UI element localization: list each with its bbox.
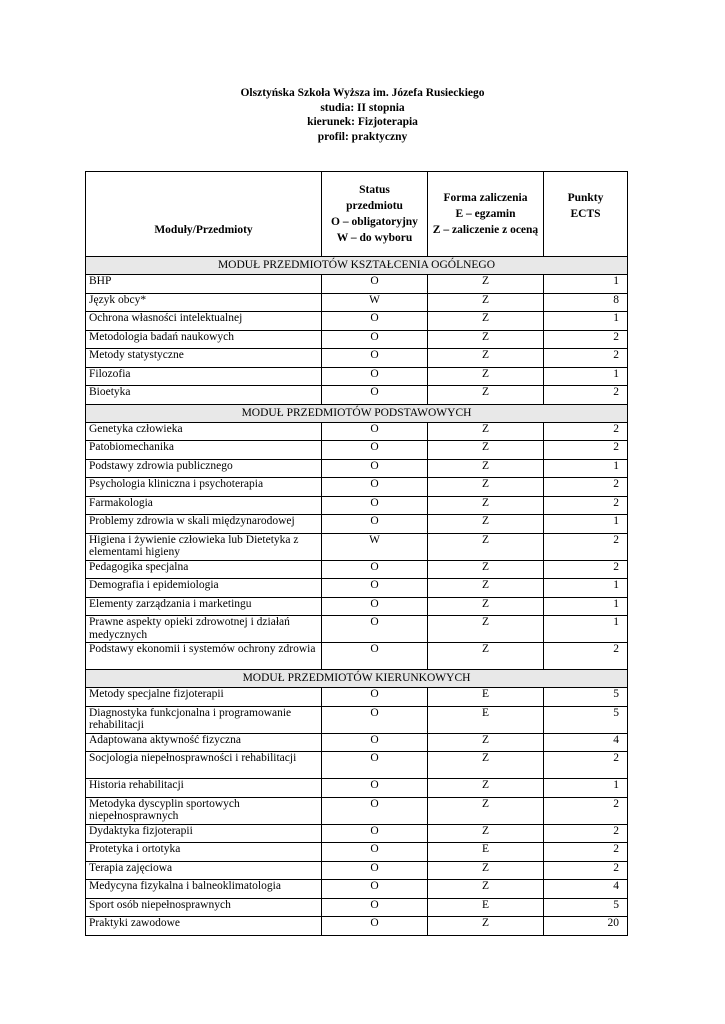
course-name-cell: Sport osób niepełnosprawnych xyxy=(86,898,322,917)
table-row xyxy=(86,349,628,368)
ects-cell: 5 xyxy=(544,706,628,733)
ects-cell: 2 xyxy=(544,752,628,779)
forma-cell: Z xyxy=(428,616,544,643)
table-row xyxy=(86,616,628,643)
field-of-study: kierunek: Fizjoterapia xyxy=(307,116,418,128)
table-row xyxy=(86,560,628,579)
course-name-cell: Metody specjalne fizjoterapii xyxy=(86,688,322,707)
table-row xyxy=(86,779,628,798)
forma-cell: Z xyxy=(428,861,544,880)
curriculum-table xyxy=(85,171,628,936)
section-title: MODUŁ PRZEDMIOTÓW KIERUNKOWYCH xyxy=(86,670,628,688)
forma-cell: Z xyxy=(428,797,544,824)
table-row xyxy=(86,293,628,312)
forma-cell: Z xyxy=(428,478,544,497)
course-name-cell: Adaptowana aktywność fizyczna xyxy=(86,733,322,752)
table-row xyxy=(86,597,628,616)
course-name-cell: Problemy zdrowia w skali międzynarodowej xyxy=(86,515,322,534)
forma-cell: Z xyxy=(428,515,544,534)
ects-cell: 4 xyxy=(544,733,628,752)
course-name-cell: Terapia zajęciowa xyxy=(86,861,322,880)
course-name-cell: Socjologia niepełnosprawności i rehabilitacji xyxy=(86,752,322,779)
status-cell: W xyxy=(322,293,428,312)
status-cell: O xyxy=(322,478,428,497)
status-cell: O xyxy=(322,367,428,386)
table-row xyxy=(86,330,628,349)
table-row xyxy=(86,422,628,441)
table-row xyxy=(86,579,628,598)
status-cell: O xyxy=(322,733,428,752)
forma-cell: Z xyxy=(428,779,544,798)
status-cell: O xyxy=(322,275,428,294)
forma-cell: E xyxy=(428,843,544,862)
ects-cell: 1 xyxy=(544,459,628,478)
ects-cell: 5 xyxy=(544,898,628,917)
ects-cell: 2 xyxy=(544,560,628,579)
table-row xyxy=(86,880,628,899)
course-name-cell: Demografia i epidemiologia xyxy=(86,579,322,598)
forma-cell: Z xyxy=(428,824,544,843)
forma-cell: Z xyxy=(428,579,544,598)
ects-cell: 5 xyxy=(544,688,628,707)
ects-cell: 1 xyxy=(544,779,628,798)
ects-cell: 1 xyxy=(544,597,628,616)
status-cell: O xyxy=(322,459,428,478)
status-cell: O xyxy=(322,560,428,579)
status-cell: O xyxy=(322,797,428,824)
table-row xyxy=(86,459,628,478)
forma-cell: Z xyxy=(428,293,544,312)
forma-cell: Z xyxy=(428,422,544,441)
course-name-cell: Patobiomechanika xyxy=(86,441,322,460)
study-level: studia: II stopnia xyxy=(320,101,405,114)
ects-cell: 2 xyxy=(544,496,628,515)
column-header-status: Status przedmiotu O – obligatoryjny W – do wyboru xyxy=(322,172,428,257)
forma-cell: Z xyxy=(428,349,544,368)
course-name-cell: Medycyna fizykalna i balneoklimatologia xyxy=(86,880,322,899)
forma-cell: Z xyxy=(428,386,544,405)
table-row xyxy=(86,797,628,824)
status-cell: O xyxy=(322,917,428,936)
column-header-forma: Forma zaliczenia E – egzamin Z – zaliczenie z oceną xyxy=(428,172,544,257)
status-cell: O xyxy=(322,312,428,331)
course-name-cell: Metodyka dyscyplin sportowych niepełnosprawnych xyxy=(86,797,322,824)
column-header-ects: Punkty ECTS xyxy=(544,172,628,257)
ects-cell: 2 xyxy=(544,441,628,460)
status-cell: O xyxy=(322,515,428,534)
forma-cell: Z xyxy=(428,441,544,460)
table-row xyxy=(86,917,628,936)
forma-cell: Z xyxy=(428,880,544,899)
ects-cell: 1 xyxy=(544,275,628,294)
table-row xyxy=(86,843,628,862)
status-cell: O xyxy=(322,880,428,899)
section-header-row xyxy=(86,404,628,422)
section-header-row xyxy=(86,670,628,688)
column-header-name: Moduły/Przedmioty xyxy=(86,172,322,257)
table-row xyxy=(86,861,628,880)
status-cell: O xyxy=(322,843,428,862)
table-header-row xyxy=(86,172,628,257)
table-row xyxy=(86,643,628,670)
forma-cell: Z xyxy=(428,643,544,670)
course-name-cell: Prawne aspekty opieki zdrowotnej i działań medycznych xyxy=(86,616,322,643)
forma-cell: Z xyxy=(428,560,544,579)
course-name-cell: Metody statystyczne xyxy=(86,349,322,368)
course-name-cell: Psychologia kliniczna i psychoterapia xyxy=(86,478,322,497)
table-row xyxy=(86,752,628,779)
forma-cell: Z xyxy=(428,330,544,349)
section-title: MODUŁ PRZEDMIOTÓW KSZTAŁCENIA OGÓLNEGO xyxy=(86,257,628,275)
status-cell: O xyxy=(322,706,428,733)
forma-cell: Z xyxy=(428,496,544,515)
forma-cell: E xyxy=(428,688,544,707)
status-cell: O xyxy=(322,422,428,441)
ects-cell: 1 xyxy=(544,616,628,643)
table-row xyxy=(86,275,628,294)
table-body xyxy=(86,257,628,936)
ects-cell: 2 xyxy=(544,797,628,824)
course-name-cell: Protetyka i ortotyka xyxy=(86,843,322,862)
ects-cell: 1 xyxy=(544,367,628,386)
status-cell: O xyxy=(322,496,428,515)
status-cell: W xyxy=(322,533,428,560)
status-cell: O xyxy=(322,752,428,779)
ects-cell: 2 xyxy=(544,533,628,560)
status-cell: O xyxy=(322,386,428,405)
status-cell: O xyxy=(322,349,428,368)
forma-cell: Z xyxy=(428,533,544,560)
forma-cell: Z xyxy=(428,275,544,294)
course-name-cell: Genetyka człowieka xyxy=(86,422,322,441)
table-row xyxy=(86,312,628,331)
ects-cell: 2 xyxy=(544,643,628,670)
table-row xyxy=(86,478,628,497)
course-name-cell: Diagnostyka funkcjonalna i programowanie rehabilitacji xyxy=(86,706,322,733)
status-cell: O xyxy=(322,779,428,798)
table-row xyxy=(86,706,628,733)
course-name-cell: Język obcy* xyxy=(86,293,322,312)
course-name-cell: Metodologia badań naukowych xyxy=(86,330,322,349)
course-name-cell: Bioetyka xyxy=(86,386,322,405)
ects-cell: 2 xyxy=(544,330,628,349)
table-row xyxy=(86,515,628,534)
course-name-cell: Elementy zarządzania i marketingu xyxy=(86,597,322,616)
study-profile: profil: praktyczny xyxy=(317,130,408,143)
ects-cell: 2 xyxy=(544,386,628,405)
forma-cell: Z xyxy=(428,597,544,616)
ects-cell: 1 xyxy=(544,312,628,331)
table-row xyxy=(86,386,628,405)
status-cell: O xyxy=(322,579,428,598)
table-row xyxy=(86,733,628,752)
ects-cell: 1 xyxy=(544,579,628,598)
course-name-cell: Dydaktyka fizjoterapii xyxy=(86,824,322,843)
table-row xyxy=(86,824,628,843)
course-name-cell: Ochrona własności intelektualnej xyxy=(86,312,322,331)
ects-cell: 8 xyxy=(544,293,628,312)
ects-cell: 2 xyxy=(544,422,628,441)
ects-cell: 2 xyxy=(544,824,628,843)
course-name-cell: Podstawy zdrowia publicznego xyxy=(86,459,322,478)
course-name-cell: BHP xyxy=(86,275,322,294)
status-cell: O xyxy=(322,643,428,670)
table-row xyxy=(86,533,628,560)
ects-cell: 4 xyxy=(544,880,628,899)
ects-cell: 20 xyxy=(544,917,628,936)
course-name-cell: Historia rehabilitacji xyxy=(86,779,322,798)
forma-cell: Z xyxy=(428,733,544,752)
table-row xyxy=(86,367,628,386)
section-title: MODUŁ PRZEDMIOTÓW PODSTAWOWYCH xyxy=(86,404,628,422)
forma-cell: Z xyxy=(428,312,544,331)
ects-cell: 2 xyxy=(544,349,628,368)
forma-cell: E xyxy=(428,706,544,733)
course-name-cell: Podstawy ekonomii i systemów ochrony zdrowia xyxy=(86,643,322,670)
course-name-cell: Filozofia xyxy=(86,367,322,386)
course-name-cell: Pedagogika specjalna xyxy=(86,560,322,579)
document-header xyxy=(0,86,725,144)
status-cell: O xyxy=(322,824,428,843)
status-cell: O xyxy=(322,616,428,643)
forma-cell: Z xyxy=(428,367,544,386)
ects-cell: 2 xyxy=(544,478,628,497)
status-cell: O xyxy=(322,688,428,707)
course-name-cell: Praktyki zawodowe xyxy=(86,917,322,936)
course-name-cell: Higiena i żywienie człowieka lub Dietetyka z elementami higieny xyxy=(86,533,322,560)
course-name-cell: Farmakologia xyxy=(86,496,322,515)
table-row xyxy=(86,441,628,460)
status-cell: O xyxy=(322,330,428,349)
section-header-row xyxy=(86,257,628,275)
forma-cell: Z xyxy=(428,917,544,936)
forma-cell: Z xyxy=(428,752,544,779)
table-row xyxy=(86,496,628,515)
table-row xyxy=(86,688,628,707)
status-cell: O xyxy=(322,898,428,917)
status-cell: O xyxy=(322,441,428,460)
ects-cell: 2 xyxy=(544,861,628,880)
ects-cell: 1 xyxy=(544,515,628,534)
table-row xyxy=(86,898,628,917)
forma-cell: E xyxy=(428,898,544,917)
ects-cell: 2 xyxy=(544,843,628,862)
status-cell: O xyxy=(322,861,428,880)
forma-cell: Z xyxy=(428,459,544,478)
school-name: Olsztyńska Szkoła Wyższa im. Józefa Rusieckiego xyxy=(240,87,485,99)
status-cell: O xyxy=(322,597,428,616)
